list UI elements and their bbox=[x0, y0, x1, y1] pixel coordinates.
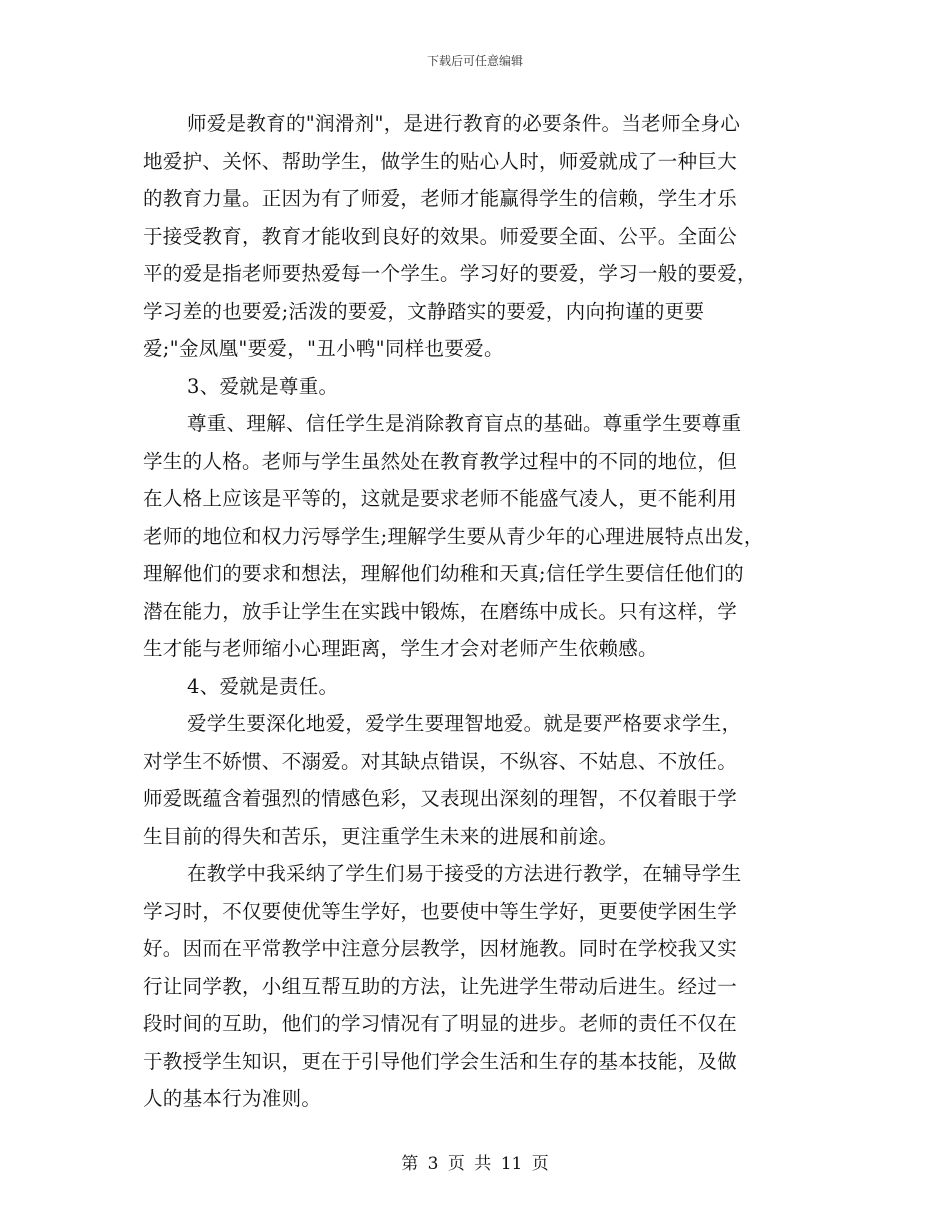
text-line: 人的基本行为准则。 bbox=[143, 1087, 322, 1110]
text-line: 生目前的得失和苦乐，更注重学生未来的进展和前途。 bbox=[143, 824, 619, 848]
text-line: 师爱是教育的"润滑剂"，是进行教育的必要条件。当老师全身心 bbox=[187, 112, 741, 135]
document-body bbox=[143, 105, 823, 1118]
text-line: 师爱既蕴含着强烈的情感色彩，又表现出深刻的理智，不仅着眼于学 bbox=[143, 787, 738, 810]
page-number-footer: 第 3 页 共 11 页 bbox=[401, 1154, 549, 1174]
text-line: 对学生不娇惯、不溺爱。对其缺点错误，不纵容、不姑息、不放任。 bbox=[143, 749, 738, 773]
section-heading: 4、爱就是责任。 bbox=[187, 674, 339, 698]
text-line: 于接受教育，教育才能收到良好的效果。师爱要全面、公平。全面公 bbox=[143, 224, 738, 248]
text-line: 学习时，不仅要使优等生学好，也要使中等生学好，更要使学困生学 bbox=[143, 899, 738, 923]
text-line: 地爱护、关怀、帮助学生，做学生的贴心人时，师爱就成了一种巨大 bbox=[143, 149, 738, 173]
text-line: 老师的地位和权力污辱学生;理解学生要从青少年的心理进展特点出发， bbox=[143, 524, 764, 548]
text-line: 爱;"金凤凰"要爱，"丑小鸭"同样也要爱。 bbox=[143, 337, 504, 360]
text-line: 段时间的互助，他们的学习情况有了明显的进步。老师的责任不仅在 bbox=[143, 1012, 738, 1035]
text-line: 好。因而在平常教学中注意分层教学，因材施教。同时在学校我又实 bbox=[143, 937, 738, 960]
text-line: 于教授学生知识，更在于引导他们学会生活和生存的基本技能，及做 bbox=[143, 1049, 738, 1073]
text-line: 爱学生要深化地爱，爱学生要理智地爱。就是要严格要求学生， bbox=[187, 712, 742, 735]
text-line: 学习差的也要爱;活泼的要爱，文静踏实的要爱，内向拘谨的更要 bbox=[143, 299, 705, 323]
text-line: 生才能与老师缩小心理距离，学生才会对老师产生依赖感。 bbox=[143, 637, 658, 660]
text-line: 行让同学教，小组互帮互助的方法，让先进学生带动后进生。经过一 bbox=[143, 974, 738, 998]
text-line: 潜在能力，放手让学生在实践中锻炼，在磨练中成长。只有这样，学 bbox=[143, 599, 738, 623]
text-line: 在人格上应该是平等的，这就是要求老师不能盛气凌人，更不能利用 bbox=[143, 487, 738, 510]
text-line: 学生的人格。老师与学生虽然处在教育教学过程中的不同的地位，但 bbox=[143, 449, 738, 473]
text-line: 尊重、理解、信任学生是消除教育盲点的基础。尊重学生要尊重 bbox=[187, 412, 742, 435]
text-line: 理解他们的要求和想法，理解他们幼稚和天真;信任学生要信任他们的 bbox=[143, 562, 744, 585]
page-header-note: 下载后可任意编辑 bbox=[426, 54, 523, 68]
text-line: 在教学中我采纳了学生们易于接受的方法进行教学，在辅导学生 bbox=[187, 862, 742, 885]
text-line: 的教育力量。正因为有了师爱，老师才能赢得学生的信赖，学生才乐 bbox=[143, 187, 738, 210]
text-line: 平的爱是指老师要热爱每一个学生。学习好的要爱，学习一般的要爱， bbox=[143, 262, 757, 285]
section-heading: 3、爱就是尊重。 bbox=[187, 374, 339, 398]
